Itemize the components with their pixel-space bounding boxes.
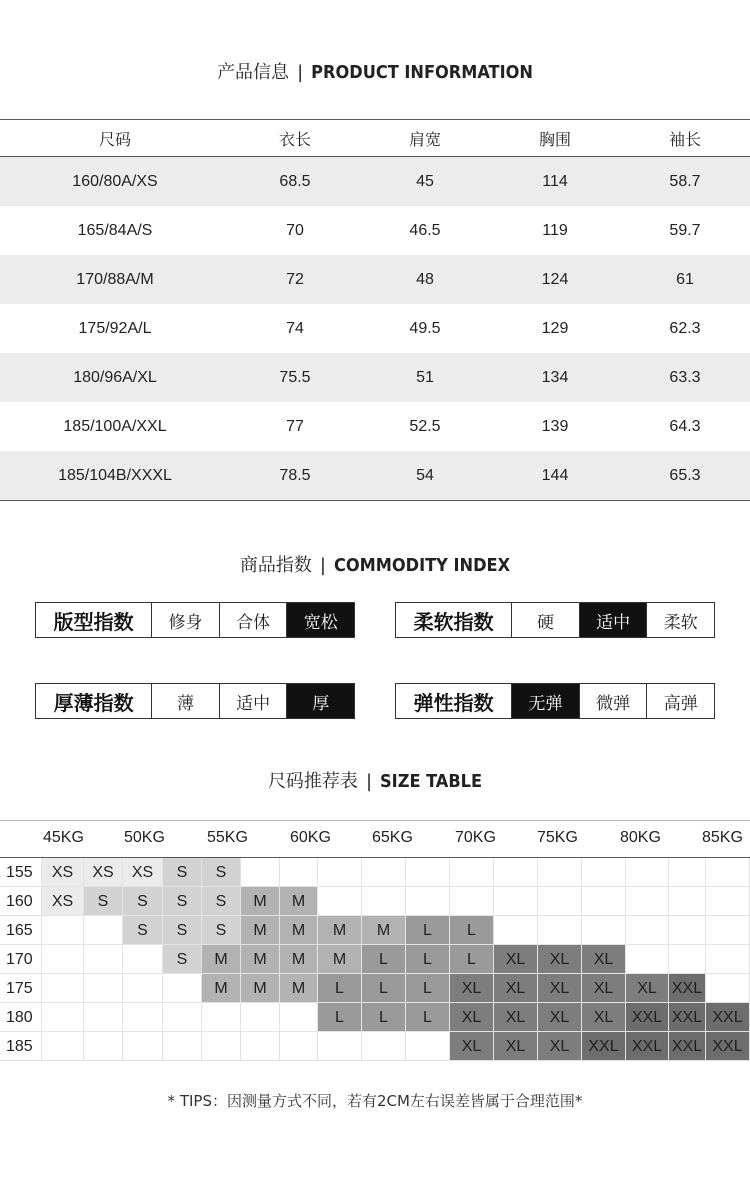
- weight-label: 50KG: [124, 829, 165, 846]
- size-cell: [669, 858, 706, 887]
- size-cell: L: [450, 916, 494, 945]
- table-row: [0, 304, 750, 353]
- cell-size: 185/100A/XXL: [63, 417, 167, 435]
- size-cell: L: [406, 916, 450, 945]
- index-option: 高弹: [663, 693, 698, 714]
- cell-shoulder: 49.5: [409, 319, 441, 337]
- size-cell: [582, 916, 626, 945]
- weight-label: 60KG: [290, 829, 331, 846]
- size-cell: L: [318, 974, 362, 1003]
- size-cell: [318, 1032, 362, 1061]
- index-softness: [395, 602, 715, 638]
- table-row: [0, 402, 750, 451]
- weight-label: 55KG: [207, 829, 248, 846]
- size-cell: S: [202, 887, 241, 916]
- size-cell: [42, 974, 84, 1003]
- size-cell: [123, 1032, 163, 1061]
- cell-shoulder: 48: [416, 270, 434, 288]
- size-cell: XL: [538, 945, 582, 974]
- size-cell: L: [362, 1003, 406, 1032]
- table-body: [0, 157, 750, 500]
- index-elasticity: [395, 683, 715, 719]
- size-cell: [669, 945, 706, 974]
- size-cell: M: [280, 974, 318, 1003]
- index-option: 薄: [152, 684, 220, 718]
- size-cell: S: [84, 887, 123, 916]
- size-cell: [318, 887, 362, 916]
- cell-chest: 144: [541, 466, 569, 484]
- header-length: 衣长: [278, 131, 311, 149]
- size-cell: XL: [538, 1032, 582, 1061]
- size-cell: [241, 858, 280, 887]
- size-cell: S: [163, 887, 202, 916]
- size-cell: [494, 916, 538, 945]
- index-label: 弹性指数: [396, 684, 512, 718]
- size-cell: [241, 1032, 280, 1061]
- cell-size: 170/88A/M: [76, 270, 154, 288]
- commodity-index-title-en: COMMODITY INDEX: [333, 555, 511, 576]
- size-cell: [538, 858, 582, 887]
- index-thickness: [35, 683, 355, 719]
- size-cell: XXL: [706, 1003, 750, 1032]
- cell-chest: 124: [541, 270, 569, 288]
- size-cell: S: [202, 916, 241, 945]
- header-shoulder: 肩宽: [408, 131, 441, 149]
- weight-label: 75KG: [537, 829, 578, 846]
- index-fit: [35, 602, 355, 638]
- size-grid-row: [0, 887, 750, 916]
- size-cell: M: [318, 945, 362, 974]
- size-cell: S: [163, 858, 202, 887]
- size-cell: M: [280, 945, 318, 974]
- size-cell: [626, 916, 669, 945]
- cell-sleeve: 58.7: [669, 172, 701, 190]
- commodity-index-title: [0, 551, 750, 577]
- index-option-selected: 厚: [287, 684, 354, 718]
- size-cell: XL: [626, 974, 669, 1003]
- product-info-title: [0, 58, 750, 84]
- size-cell: L: [362, 974, 406, 1003]
- size-cell: M: [241, 945, 280, 974]
- size-grid-row: [0, 1032, 750, 1061]
- size-cell: XL: [582, 974, 626, 1003]
- cell-length: 72: [286, 270, 304, 288]
- size-cell: [494, 858, 538, 887]
- tips-note: * TIPS：因测量方式不同，若有2CM左右误差皆属于合理范围*: [167, 1092, 583, 1110]
- height-label: 185: [0, 1032, 42, 1061]
- size-cell: XL: [450, 1003, 494, 1032]
- size-cell: [494, 887, 538, 916]
- size-cell: [406, 1032, 450, 1061]
- size-cell: L: [450, 945, 494, 974]
- size-cell: [362, 858, 406, 887]
- size-cell: M: [202, 974, 241, 1003]
- table-row: [0, 353, 750, 402]
- size-cell: [241, 1003, 280, 1032]
- size-grid-row: [0, 945, 750, 974]
- size-cell: [706, 887, 750, 916]
- weight-label: 65KG: [372, 829, 413, 846]
- size-cell: S: [163, 916, 202, 945]
- size-cell: [84, 974, 123, 1003]
- size-table-title-en: SIZE TABLE: [380, 771, 483, 792]
- size-cell: XL: [582, 1003, 626, 1032]
- size-cell: [582, 858, 626, 887]
- cell-length: 70: [286, 221, 304, 239]
- size-cell: [42, 945, 84, 974]
- size-cell: M: [280, 916, 318, 945]
- cell-length: 77: [286, 417, 304, 435]
- product-info-title-en: PRODUCT INFORMATION: [311, 62, 533, 83]
- size-cell: [42, 916, 84, 945]
- size-cell: M: [362, 916, 406, 945]
- size-cell: XL: [450, 1032, 494, 1061]
- commodity-index-title-cn: 商品指数: [239, 555, 312, 576]
- size-grid-row: [0, 974, 750, 1003]
- size-cell: [538, 916, 582, 945]
- cell-chest: 139: [541, 417, 569, 435]
- size-grid-row: [0, 916, 750, 945]
- size-cell: [163, 974, 202, 1003]
- size-cell: S: [202, 858, 241, 887]
- title-separator: |: [319, 555, 326, 576]
- table-row: [0, 206, 750, 255]
- size-cell: [280, 858, 318, 887]
- index-option: 合体: [220, 603, 288, 637]
- cell-chest: 129: [541, 319, 569, 337]
- size-cell: S: [163, 945, 202, 974]
- index-label: 版型指数: [36, 603, 152, 637]
- size-cell: [84, 916, 123, 945]
- cell-shoulder: 46.5: [409, 221, 441, 239]
- size-cell: [123, 1003, 163, 1032]
- size-cell: [626, 887, 669, 916]
- size-cell: [450, 887, 494, 916]
- size-cell: XXL: [626, 1003, 669, 1032]
- size-cell: XS: [84, 858, 123, 887]
- cell-shoulder: 51: [416, 368, 434, 386]
- size-cell: M: [202, 945, 241, 974]
- size-cell: XL: [538, 1003, 582, 1032]
- size-cell: S: [123, 887, 163, 916]
- cell-sleeve: 64.3: [669, 417, 701, 435]
- size-cell: [84, 1032, 123, 1061]
- cell-length: 74: [286, 319, 304, 337]
- size-cell: [706, 974, 750, 1003]
- size-cell: XL: [494, 1003, 538, 1032]
- cell-size: 175/92A/L: [78, 319, 152, 337]
- size-grid-row: [0, 1003, 750, 1032]
- size-cell: [280, 1032, 318, 1061]
- size-cell: M: [241, 887, 280, 916]
- size-cell: [202, 1032, 241, 1061]
- size-cell: [669, 887, 706, 916]
- size-cell: [669, 916, 706, 945]
- size-cell: XL: [582, 945, 626, 974]
- size-cell: L: [406, 1003, 450, 1032]
- index-label: 厚薄指数: [36, 684, 152, 718]
- cell-size: 165/84A/S: [77, 221, 153, 239]
- cell-sleeve: 62.3: [669, 319, 701, 337]
- size-cell: S: [123, 916, 163, 945]
- size-cell: [42, 1003, 84, 1032]
- size-cell: M: [241, 974, 280, 1003]
- size-recommendation-table: [0, 820, 750, 1061]
- cell-sleeve: 65.3: [669, 466, 701, 484]
- index-option: 硬: [512, 603, 580, 637]
- index-option: 柔软: [663, 612, 698, 633]
- size-cell: XXL: [706, 1032, 750, 1061]
- cell-size: 185/104B/XXXL: [58, 466, 172, 484]
- size-cell: XXL: [626, 1032, 669, 1061]
- weight-label: 80KG: [620, 829, 661, 846]
- size-cell: [706, 916, 750, 945]
- size-cell: XS: [42, 858, 84, 887]
- weight-label: 45KG: [43, 829, 84, 846]
- size-cell: L: [318, 1003, 362, 1032]
- size-cell: [706, 858, 750, 887]
- product-info-title-cn: 产品信息: [217, 62, 290, 83]
- size-cell: [318, 858, 362, 887]
- index-label: 柔软指数: [396, 603, 512, 637]
- table-row: [0, 157, 750, 206]
- size-cell: XXL: [669, 1003, 706, 1032]
- height-label: 175: [0, 974, 42, 1003]
- index-option-selected: 适中: [580, 603, 648, 637]
- weight-label: 85KG: [702, 829, 743, 846]
- weight-header-row: [0, 820, 750, 858]
- cell-sleeve: 61: [676, 270, 694, 288]
- size-cell: XS: [42, 887, 84, 916]
- header-size: 尺码: [98, 131, 131, 149]
- index-option: 适中: [220, 684, 288, 718]
- size-cell: [362, 887, 406, 916]
- height-label: 165: [0, 916, 42, 945]
- index-option: 修身: [152, 603, 220, 637]
- size-cell: M: [280, 887, 318, 916]
- size-cell: [538, 887, 582, 916]
- size-cell: [163, 1003, 202, 1032]
- weight-label: 70KG: [455, 829, 496, 846]
- size-cell: [626, 858, 669, 887]
- product-info-table: [0, 119, 750, 501]
- size-cell: XXL: [669, 974, 706, 1003]
- height-label: 155: [0, 858, 42, 887]
- cell-chest: 134: [541, 368, 569, 386]
- size-cell: XL: [538, 974, 582, 1003]
- title-separator: |: [365, 771, 373, 792]
- index-option-selected: 宽松: [287, 603, 354, 637]
- size-table-title: [0, 767, 750, 793]
- size-cell: [163, 1032, 202, 1061]
- size-cell: XXL: [582, 1032, 626, 1061]
- cell-sleeve: 59.7: [669, 221, 701, 239]
- index-option: 微弹: [580, 684, 648, 718]
- size-cell: [42, 1032, 84, 1061]
- size-grid-row: [0, 858, 750, 887]
- size-table-title-cn: 尺码推荐表: [267, 771, 358, 792]
- size-cell: [84, 945, 123, 974]
- size-cell: [123, 945, 163, 974]
- size-cell: XS: [123, 858, 163, 887]
- cell-chest: 119: [542, 221, 568, 239]
- height-label: 180: [0, 1003, 42, 1032]
- cell-length: 78.5: [279, 466, 311, 484]
- size-cell: L: [362, 945, 406, 974]
- size-cell: XL: [494, 974, 538, 1003]
- size-cell: [626, 945, 669, 974]
- size-cell: [406, 858, 450, 887]
- size-cell: [582, 887, 626, 916]
- size-cell: XXL: [669, 1032, 706, 1061]
- size-cell: [202, 1003, 241, 1032]
- cell-length: 75.5: [279, 368, 311, 386]
- size-cell: XL: [450, 974, 494, 1003]
- size-cell: XL: [494, 945, 538, 974]
- cell-chest: 114: [542, 172, 568, 190]
- header-sleeve: 袖长: [668, 131, 701, 149]
- header-chest: 胸围: [538, 131, 571, 149]
- table-row: [0, 451, 750, 500]
- size-grid: [0, 858, 750, 1061]
- size-cell: [123, 974, 163, 1003]
- size-cell: [362, 1032, 406, 1061]
- size-cell: [406, 887, 450, 916]
- size-cell: XL: [494, 1032, 538, 1061]
- cell-shoulder: 45: [416, 172, 434, 190]
- size-cell: L: [406, 945, 450, 974]
- height-label: 170: [0, 945, 42, 974]
- cell-shoulder: 54: [416, 466, 434, 484]
- cell-shoulder: 52.5: [409, 417, 441, 435]
- title-separator: |: [297, 62, 304, 83]
- index-option-selected: 无弹: [512, 684, 580, 718]
- cell-size: 160/80A/XS: [72, 172, 158, 190]
- table-header-row: [0, 120, 750, 157]
- size-cell: [84, 1003, 123, 1032]
- height-label: 160: [0, 887, 42, 916]
- size-cell: [280, 1003, 318, 1032]
- table-row: [0, 255, 750, 304]
- cell-length: 68.5: [279, 172, 311, 190]
- size-cell: M: [318, 916, 362, 945]
- cell-sleeve: 63.3: [669, 368, 701, 386]
- cell-size: 180/96A/XL: [73, 368, 157, 386]
- size-cell: L: [406, 974, 450, 1003]
- size-cell: M: [241, 916, 280, 945]
- size-cell: [706, 945, 750, 974]
- size-cell: [450, 858, 494, 887]
